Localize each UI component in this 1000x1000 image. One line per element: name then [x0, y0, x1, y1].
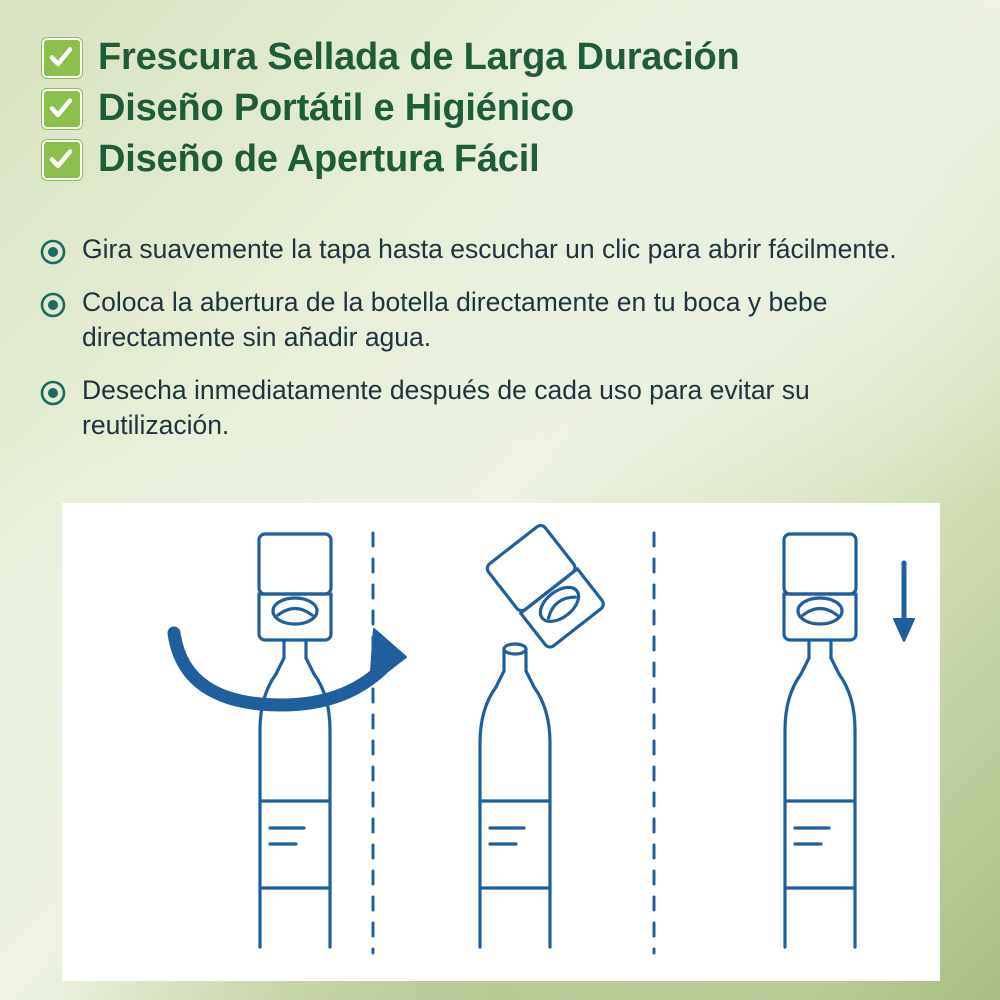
feature-label: Diseño Portátil e Higiénico — [98, 87, 575, 130]
bottle-drink-arrow-icon — [784, 534, 914, 947]
instruction-item — [40, 373, 940, 443]
feature-checklist — [42, 38, 962, 191]
radio-dot-icon — [40, 239, 66, 265]
instruction-item — [40, 232, 940, 267]
check-icon — [42, 38, 82, 78]
instruction-text: Desecha inmediatamente después de cada uso para evitar su reutilización. — [82, 374, 810, 440]
instruction-text: Gira suavemente la tapa hasta escuchar un clic para abrir fácilmente. — [82, 234, 897, 264]
radio-dot-icon — [40, 292, 66, 318]
feature-item — [42, 38, 962, 78]
bottle-twist-arrow-icon — [174, 534, 406, 947]
instruction-item — [40, 285, 940, 355]
instruction-text: Coloca la abertura de la botella directamente en tu boca y bebe directamente sin añadir agua. — [82, 286, 828, 352]
check-icon — [42, 89, 82, 129]
usage-illustration — [62, 503, 940, 981]
feature-label: Frescura Sellada de Larga Duración — [98, 36, 740, 79]
check-icon — [42, 140, 82, 180]
bottle-cap-removed-icon — [480, 523, 606, 947]
feature-item — [42, 140, 962, 180]
feature-item — [42, 89, 962, 129]
feature-label: Diseño de Apertura Fácil — [98, 138, 540, 181]
usage-steps-diagram — [62, 503, 940, 981]
radio-dot-icon — [40, 380, 66, 406]
instruction-list — [40, 232, 940, 461]
